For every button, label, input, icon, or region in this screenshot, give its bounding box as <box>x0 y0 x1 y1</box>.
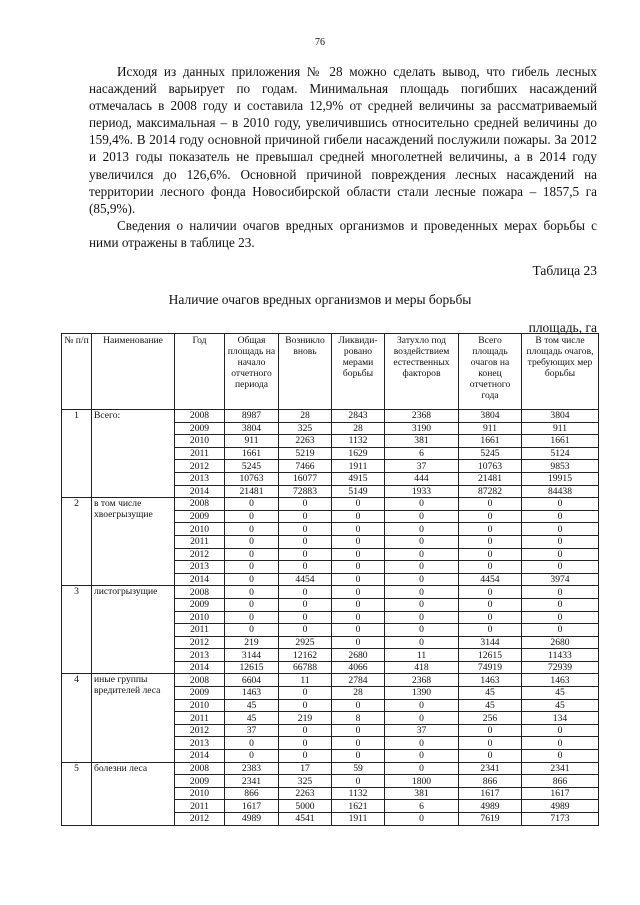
value-cell: 4066 <box>332 661 385 674</box>
value-cell: 28 <box>332 422 385 435</box>
value-cell: 0 <box>332 561 385 574</box>
value-cell: 7619 <box>459 813 522 826</box>
value-cell: 0 <box>459 523 522 536</box>
value-cell: 28 <box>279 410 332 423</box>
value-cell: 4541 <box>279 813 332 826</box>
row-name: листогрызущие <box>92 586 175 674</box>
year-cell: 2011 <box>175 800 225 813</box>
value-cell: 0 <box>332 573 385 586</box>
value-cell: 0 <box>522 498 599 511</box>
year-cell: 2008 <box>175 762 225 775</box>
value-cell: 5000 <box>279 800 332 813</box>
value-cell: 0 <box>225 598 279 611</box>
value-cell: 0 <box>385 523 459 536</box>
value-cell: 0 <box>332 548 385 561</box>
value-cell: 0 <box>332 611 385 624</box>
value-cell: 72939 <box>522 661 599 674</box>
value-cell: 0 <box>522 724 599 737</box>
value-cell: 6 <box>385 447 459 460</box>
value-cell: 0 <box>332 636 385 649</box>
year-cell: 2009 <box>175 422 225 435</box>
value-cell: 21481 <box>225 485 279 498</box>
row-number: 1 <box>62 410 92 498</box>
value-cell: 0 <box>459 624 522 637</box>
value-cell: 0 <box>279 737 332 750</box>
year-cell: 2008 <box>175 586 225 599</box>
value-cell: 0 <box>332 737 385 750</box>
value-cell: 11 <box>279 674 332 687</box>
year-cell: 2014 <box>175 750 225 763</box>
value-cell: 45 <box>522 699 599 712</box>
table-label: Таблица 23 <box>532 263 597 278</box>
value-cell: 1463 <box>225 687 279 700</box>
value-cell: 0 <box>459 598 522 611</box>
value-cell: 911 <box>459 422 522 435</box>
value-cell: 1911 <box>332 813 385 826</box>
page-number: 76 <box>315 37 325 48</box>
value-cell: 0 <box>332 510 385 523</box>
row-name: иные группы вредителей леса <box>92 674 175 762</box>
body-text <box>89 63 597 251</box>
value-cell: 0 <box>279 699 332 712</box>
value-cell: 0 <box>459 586 522 599</box>
year-cell: 2012 <box>175 460 225 473</box>
value-cell: 17 <box>279 762 332 775</box>
table-row <box>62 586 599 599</box>
value-cell: 1661 <box>459 435 522 448</box>
value-cell: 1390 <box>385 687 459 700</box>
value-cell: 1661 <box>522 435 599 448</box>
value-cell: 8 <box>332 712 385 725</box>
year-cell: 2010 <box>175 435 225 448</box>
value-cell: 0 <box>385 498 459 511</box>
value-cell: 3144 <box>225 649 279 662</box>
value-cell: 87282 <box>459 485 522 498</box>
column-header: Всего площадь очагов на конец отчетного года <box>459 334 522 410</box>
value-cell: 219 <box>279 712 332 725</box>
value-cell: 1617 <box>459 787 522 800</box>
value-cell: 381 <box>385 787 459 800</box>
column-header: Наименование <box>92 334 175 410</box>
value-cell: 5124 <box>522 447 599 460</box>
value-cell: 0 <box>459 498 522 511</box>
value-cell: 1463 <box>459 674 522 687</box>
value-cell: 418 <box>385 661 459 674</box>
value-cell: 45 <box>459 699 522 712</box>
value-cell: 37 <box>385 460 459 473</box>
value-cell: 19915 <box>522 472 599 485</box>
year-cell: 2012 <box>175 636 225 649</box>
year-cell: 2012 <box>175 813 225 826</box>
value-cell: 2680 <box>522 636 599 649</box>
value-cell: 0 <box>459 724 522 737</box>
year-cell: 2008 <box>175 410 225 423</box>
value-cell: 2263 <box>279 435 332 448</box>
table-row <box>62 498 599 511</box>
year-cell: 2009 <box>175 510 225 523</box>
year-cell: 2010 <box>175 699 225 712</box>
year-cell: 2013 <box>175 737 225 750</box>
value-cell: 0 <box>225 548 279 561</box>
value-cell: 0 <box>385 813 459 826</box>
value-cell: 0 <box>332 699 385 712</box>
value-cell: 74919 <box>459 661 522 674</box>
value-cell: 2843 <box>332 410 385 423</box>
value-cell: 0 <box>279 724 332 737</box>
value-cell: 444 <box>385 472 459 485</box>
value-cell: 2341 <box>459 762 522 775</box>
value-cell: 0 <box>225 561 279 574</box>
value-cell: 0 <box>522 548 599 561</box>
value-cell: 1132 <box>332 435 385 448</box>
column-header: Ликвиди-ровано мерами борьбы <box>332 334 385 410</box>
value-cell: 1661 <box>225 447 279 460</box>
value-cell: 0 <box>522 510 599 523</box>
value-cell: 0 <box>459 548 522 561</box>
value-cell: 2680 <box>332 649 385 662</box>
table-body <box>62 410 599 826</box>
value-cell: 0 <box>332 586 385 599</box>
value-cell: 66788 <box>279 661 332 674</box>
value-cell: 72883 <box>279 485 332 498</box>
value-cell: 0 <box>385 737 459 750</box>
value-cell: 0 <box>522 737 599 750</box>
value-cell: 0 <box>385 535 459 548</box>
value-cell: 12162 <box>279 649 332 662</box>
column-header: Возникло вновь <box>279 334 332 410</box>
value-cell: 381 <box>385 435 459 448</box>
value-cell: 1617 <box>225 800 279 813</box>
row-number: 3 <box>62 586 92 674</box>
value-cell: 0 <box>279 548 332 561</box>
value-cell: 0 <box>279 498 332 511</box>
value-cell: 0 <box>332 498 385 511</box>
value-cell: 0 <box>385 712 459 725</box>
value-cell: 0 <box>385 573 459 586</box>
value-cell: 0 <box>459 611 522 624</box>
value-cell: 2383 <box>225 762 279 775</box>
value-cell: 1463 <box>522 674 599 687</box>
column-header: Общая площадь на начало отчетного периода <box>225 334 279 410</box>
value-cell: 0 <box>225 535 279 548</box>
value-cell: 10763 <box>459 460 522 473</box>
year-cell: 2012 <box>175 548 225 561</box>
value-cell: 866 <box>225 787 279 800</box>
table-unit: площадь, га <box>528 320 597 335</box>
value-cell: 2263 <box>279 787 332 800</box>
row-name: Всего: <box>92 410 175 498</box>
value-cell: 37 <box>385 724 459 737</box>
value-cell: 0 <box>225 737 279 750</box>
year-cell: 2013 <box>175 472 225 485</box>
value-cell: 1800 <box>385 775 459 788</box>
year-cell: 2010 <box>175 611 225 624</box>
value-cell: 0 <box>385 636 459 649</box>
year-cell: 2011 <box>175 535 225 548</box>
data-table <box>61 333 599 826</box>
value-cell: 0 <box>279 561 332 574</box>
year-cell: 2009 <box>175 775 225 788</box>
value-cell: 0 <box>225 523 279 536</box>
value-cell: 0 <box>522 561 599 574</box>
value-cell: 2341 <box>522 762 599 775</box>
value-cell: 1911 <box>332 460 385 473</box>
paragraph: Сведения о наличии очагов вредных организмов и проведенных мерах борьбы с ними отражены в таблице 23. <box>89 217 597 250</box>
value-cell: 0 <box>332 598 385 611</box>
year-cell: 2011 <box>175 624 225 637</box>
value-cell: 0 <box>332 775 385 788</box>
value-cell: 12615 <box>225 661 279 674</box>
row-number: 4 <box>62 674 92 762</box>
year-cell: 2014 <box>175 485 225 498</box>
year-cell: 2014 <box>175 661 225 674</box>
year-cell: 2014 <box>175 573 225 586</box>
value-cell: 134 <box>522 712 599 725</box>
value-cell: 4989 <box>459 800 522 813</box>
value-cell: 45 <box>225 699 279 712</box>
value-cell: 37 <box>225 724 279 737</box>
value-cell: 2784 <box>332 674 385 687</box>
table-row <box>62 762 599 775</box>
value-cell: 0 <box>385 598 459 611</box>
year-cell: 2011 <box>175 447 225 460</box>
value-cell: 4989 <box>225 813 279 826</box>
value-cell: 0 <box>522 598 599 611</box>
value-cell: 4989 <box>522 800 599 813</box>
value-cell: 0 <box>459 535 522 548</box>
value-cell: 0 <box>459 737 522 750</box>
value-cell: 4454 <box>459 573 522 586</box>
value-cell: 5219 <box>279 447 332 460</box>
value-cell: 4454 <box>279 573 332 586</box>
year-cell: 2009 <box>175 687 225 700</box>
value-cell: 0 <box>332 523 385 536</box>
value-cell: 1933 <box>385 485 459 498</box>
value-cell: 5149 <box>332 485 385 498</box>
value-cell: 0 <box>225 611 279 624</box>
value-cell: 0 <box>385 586 459 599</box>
value-cell: 45 <box>459 687 522 700</box>
value-cell: 0 <box>385 699 459 712</box>
value-cell: 0 <box>522 750 599 763</box>
value-cell: 3804 <box>459 410 522 423</box>
value-cell: 0 <box>385 762 459 775</box>
year-cell: 2010 <box>175 787 225 800</box>
value-cell: 3190 <box>385 422 459 435</box>
value-cell: 2368 <box>385 410 459 423</box>
value-cell: 0 <box>385 561 459 574</box>
value-cell: 3974 <box>522 573 599 586</box>
value-cell: 0 <box>279 611 332 624</box>
column-header: Затухло под воздействием естественных факторов <box>385 334 459 410</box>
value-cell: 0 <box>279 598 332 611</box>
table-row <box>62 674 599 687</box>
value-cell: 6 <box>385 800 459 813</box>
column-header: № п/п <box>62 334 92 410</box>
value-cell: 7173 <box>522 813 599 826</box>
table-title: Наличие очагов вредных организмов и меры борьбы <box>168 292 472 307</box>
value-cell: 6604 <box>225 674 279 687</box>
paragraph: Исходя из данных приложения № 28 можно сделать вывод, что гибель лесных насаждений варьирует по годам. Минимальная площадь погибших насаждений отмечалась в 2008 году и составила 12,9% от средней величины за рассматриваемый период, максимальная – в 2010 году, увеличившись относительно средней величины до 159,4%. В 2014 году основной причиной гибели насаждений послужили пожары. За 2012 и 2013 годы показатель не превышал средней многолетней величины, а в 2014 году увеличился до 126,6%. Основной причиной повреждения лесных насаждений на территории лесного фонда Новосибирской области стали лесные пожара – 1857,5 га (85,9%). <box>89 64 597 216</box>
value-cell: 0 <box>225 586 279 599</box>
table-row <box>62 410 599 423</box>
value-cell: 3804 <box>522 410 599 423</box>
value-cell: 911 <box>225 435 279 448</box>
row-number: 2 <box>62 498 92 586</box>
value-cell: 10763 <box>225 472 279 485</box>
value-cell: 45 <box>225 712 279 725</box>
value-cell: 0 <box>522 586 599 599</box>
value-cell: 256 <box>459 712 522 725</box>
year-cell: 2013 <box>175 561 225 574</box>
value-cell: 84438 <box>522 485 599 498</box>
value-cell: 8987 <box>225 410 279 423</box>
value-cell: 0 <box>385 750 459 763</box>
value-cell: 0 <box>332 724 385 737</box>
value-cell: 0 <box>225 624 279 637</box>
column-header: В том числе площадь очагов, требующих мер борьбы <box>522 334 599 410</box>
value-cell: 0 <box>459 561 522 574</box>
value-cell: 0 <box>459 750 522 763</box>
value-cell: 325 <box>279 422 332 435</box>
value-cell: 0 <box>385 611 459 624</box>
value-cell: 4915 <box>332 472 385 485</box>
row-name: болезни леса <box>92 762 175 825</box>
value-cell: 0 <box>225 573 279 586</box>
year-cell: 2013 <box>175 649 225 662</box>
value-cell: 0 <box>279 586 332 599</box>
value-cell: 2368 <box>385 674 459 687</box>
value-cell: 7466 <box>279 460 332 473</box>
value-cell: 0 <box>385 510 459 523</box>
value-cell: 3804 <box>225 422 279 435</box>
value-cell: 5245 <box>225 460 279 473</box>
value-cell: 0 <box>279 687 332 700</box>
value-cell: 9853 <box>522 460 599 473</box>
table-header-row <box>62 334 599 410</box>
value-cell: 0 <box>522 535 599 548</box>
value-cell: 0 <box>385 548 459 561</box>
value-cell: 866 <box>459 775 522 788</box>
value-cell: 0 <box>332 624 385 637</box>
year-cell: 2012 <box>175 724 225 737</box>
value-cell: 0 <box>522 523 599 536</box>
value-cell: 0 <box>522 624 599 637</box>
value-cell: 11 <box>385 649 459 662</box>
value-cell: 11433 <box>522 649 599 662</box>
value-cell: 0 <box>332 750 385 763</box>
value-cell: 3144 <box>459 636 522 649</box>
year-cell: 2008 <box>175 674 225 687</box>
value-cell: 325 <box>279 775 332 788</box>
value-cell: 45 <box>522 687 599 700</box>
value-cell: 0 <box>459 510 522 523</box>
value-cell: 16077 <box>279 472 332 485</box>
value-cell: 59 <box>332 762 385 775</box>
value-cell: 2341 <box>225 775 279 788</box>
row-number: 5 <box>62 762 92 825</box>
value-cell: 2925 <box>279 636 332 649</box>
year-cell: 2008 <box>175 498 225 511</box>
value-cell: 0 <box>225 510 279 523</box>
value-cell: 911 <box>522 422 599 435</box>
value-cell: 0 <box>279 523 332 536</box>
value-cell: 866 <box>522 775 599 788</box>
value-cell: 21481 <box>459 472 522 485</box>
value-cell: 0 <box>279 750 332 763</box>
value-cell: 219 <box>225 636 279 649</box>
year-cell: 2010 <box>175 523 225 536</box>
value-cell: 0 <box>385 624 459 637</box>
value-cell: 1621 <box>332 800 385 813</box>
value-cell: 0 <box>225 750 279 763</box>
value-cell: 0 <box>522 611 599 624</box>
value-cell: 28 <box>332 687 385 700</box>
row-name: в том числе хвоегрызущие <box>92 498 175 586</box>
column-header: Год <box>175 334 225 410</box>
year-cell: 2009 <box>175 598 225 611</box>
value-cell: 0 <box>279 535 332 548</box>
value-cell: 0 <box>225 498 279 511</box>
value-cell: 12615 <box>459 649 522 662</box>
value-cell: 0 <box>279 510 332 523</box>
value-cell: 1617 <box>522 787 599 800</box>
value-cell: 5245 <box>459 447 522 460</box>
value-cell: 0 <box>332 535 385 548</box>
value-cell: 1132 <box>332 787 385 800</box>
value-cell: 0 <box>279 624 332 637</box>
value-cell: 1629 <box>332 447 385 460</box>
year-cell: 2011 <box>175 712 225 725</box>
